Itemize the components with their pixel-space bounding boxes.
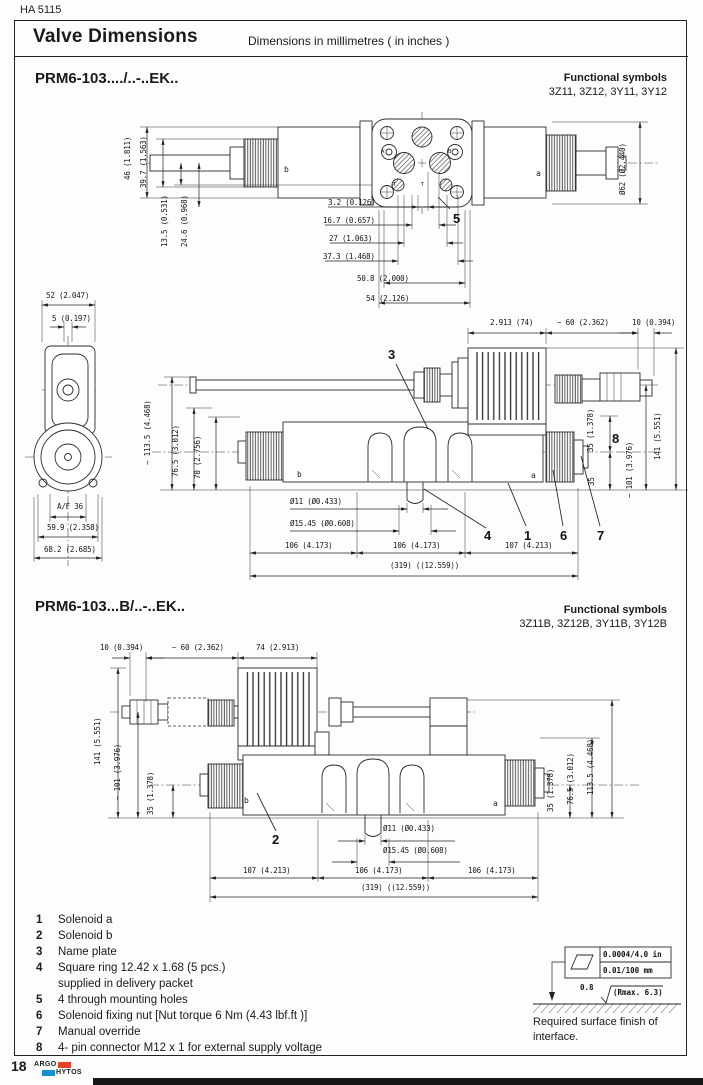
dim-label: ~ 101 (3.976) [113, 743, 122, 800]
callout-1: 1 [524, 528, 532, 543]
legend-item: 5 4 through mounting holes [36, 994, 188, 1006]
legend-item: 1 Solenoid a [36, 914, 113, 926]
dim-label: 74 (2.913) [256, 643, 300, 652]
dim-label: (319) ((12.559)) [390, 561, 460, 570]
dim-label: 35 [587, 477, 596, 486]
dim-label: 59.9 (2.358) [47, 523, 99, 532]
dim-label: 107 (4.213) [243, 866, 291, 875]
flatness-spec-inches: 0.0004/4.0 in [603, 950, 662, 959]
logo-blue-block [42, 1070, 55, 1076]
callout-7: 7 [597, 528, 605, 543]
dim-label: 70 (2.756) [193, 435, 202, 479]
dim-label: 16.7 (0.657) [323, 216, 375, 225]
port-b-label: B [448, 149, 452, 155]
dim-label: 5 (0.197) [52, 314, 91, 323]
section-2-title: PRM6-103...B/..-..EK.. [35, 598, 186, 615]
header-divider [14, 56, 688, 57]
callout-5: 5 [453, 211, 461, 226]
solenoid-a-position-label: a [493, 799, 498, 808]
dim-label: 46 (1.811) [123, 136, 132, 180]
callout-8: 8 [612, 431, 620, 446]
units-note: Dimensions in millimetres ( in inches ) [248, 34, 450, 48]
legend-item: 7 Manual override [36, 1026, 141, 1038]
dim-label: 141 (5.551) [93, 717, 102, 765]
dim-label: ~ 60 (2.362) [172, 643, 224, 652]
legend-item: supplied in delivery packet [58, 978, 193, 990]
dim-label: 50.8 (2.000) [357, 274, 409, 283]
section-2-functional-symbols-label: Functional symbols [563, 604, 667, 616]
port-t-label: T [421, 182, 425, 188]
section-1-functional-symbols-values: 3Z11, 3Z12, 3Y11, 3Y12 [548, 86, 667, 98]
port-t-label: T [393, 182, 397, 188]
surface-finish-caption: interface. [533, 1031, 579, 1043]
dim-label: 106 (4.173) [468, 866, 516, 875]
dim-label: 52 (2.047) [46, 291, 90, 300]
dim-label: 37.3 (1.468) [323, 252, 375, 261]
dim-label: 107 (4.213) [505, 541, 553, 550]
dim-label: Ø11 (Ø0.433) [383, 824, 435, 833]
dim-label: A/F 36 [57, 502, 83, 511]
flatness-spec-mm: 0.01/100 mm [603, 966, 653, 975]
solenoid-b-position-label: b [284, 165, 289, 174]
roughness-max: (Rmax. 6.3) [613, 988, 663, 997]
dim-label: 106 (4.173) [393, 541, 441, 550]
dim-label: ~ 60 (2.362) [557, 318, 609, 327]
solenoid-b-position-label: b [297, 470, 302, 479]
dim-label: 24.6 (0.968) [180, 195, 189, 247]
dim-label: (319) ((12.559)) [361, 883, 431, 892]
legend-item: 3 Name plate [36, 946, 117, 958]
dim-label: 76.5 (3.012) [566, 753, 575, 805]
dim-label: 27 (1.063) [329, 234, 373, 243]
dim-label: 76.5 (3.012) [171, 425, 180, 477]
dim-label: 3.2 (0.126) [328, 198, 376, 207]
roughness-value: 0.8 [580, 983, 594, 992]
dim-label: 35 (1.378) [586, 408, 595, 452]
solenoid-a-position-label: a [531, 471, 536, 480]
port-a-label: A [381, 149, 385, 155]
dim-label: 13.5 (0.531) [160, 195, 169, 247]
dim-label: 106 (4.173) [285, 541, 333, 550]
callout-6: 6 [560, 528, 568, 543]
dim-label: Ø15.45 (Ø0.608) [290, 519, 355, 528]
dim-label: Ø15.45 (Ø0.608) [383, 846, 448, 855]
callout-4: 4 [484, 528, 492, 543]
parts-legend [36, 912, 322, 1056]
argo-hytos-logo: ARGO HYTOS [34, 1061, 82, 1076]
section-1-functional-symbols-label: Functional symbols [563, 72, 667, 84]
legend-item: 2 Solenoid b [36, 930, 113, 942]
solenoid-b-position-label: b [244, 796, 249, 805]
dim-label: 35 (1.378) [146, 771, 155, 815]
page-title: Valve Dimensions [33, 26, 198, 47]
legend-item: 4 Square ring 12.42 x 1.68 (5 pcs.) [36, 962, 226, 974]
dim-label: 10 (0.394) [100, 643, 144, 652]
side-view-2-drawing [108, 652, 640, 902]
dim-label: 39.7 (1.563) [139, 136, 148, 188]
dim-label: Ø62 (Ø2.440) [618, 143, 627, 195]
legend-item: 8 4- pin connector M12 x 1 for external supply voltage [36, 1042, 323, 1054]
section-2-functional-symbols-values: 3Z11B, 3Z12B, 3Y11B, 3Y12B [519, 618, 667, 630]
dim-label: ~ 113.5 (4.468) [143, 400, 152, 465]
solenoid-a-position-label: a [536, 169, 541, 178]
page-bottom-bar [93, 1078, 703, 1085]
callout-3: 3 [388, 347, 396, 362]
dim-label: 68.2 (2.685) [44, 545, 96, 554]
page-number: 18 [11, 1058, 27, 1074]
dim-label: 141 (5.551) [653, 412, 662, 460]
dim-label: 54 (2.126) [366, 294, 410, 303]
doc-code: HA 5115 [20, 4, 62, 16]
dim-label: 106 (4.173) [355, 866, 403, 875]
dim-label: Ø11 (Ø0.433) [290, 497, 342, 506]
dim-label: 2.913 (74) [490, 318, 534, 327]
dim-label: ~ 101 (3.976) [625, 441, 634, 498]
callout-2: 2 [272, 832, 280, 847]
surface-finish-caption: Required surface finish of [533, 1016, 658, 1028]
dim-label: 35 (1.378) [546, 768, 555, 812]
dim-label: 10 (0.394) [632, 318, 676, 327]
legend-item: 6 Solenoid fixing nut [Nut torque 6 Nm (4.43 lbf.ft )] [36, 1010, 308, 1022]
logo-red-block [58, 1062, 71, 1068]
section-1-title: PRM6-103..../..-..EK.. [35, 70, 179, 87]
dim-label: 113.5 (4.468) [586, 738, 595, 795]
